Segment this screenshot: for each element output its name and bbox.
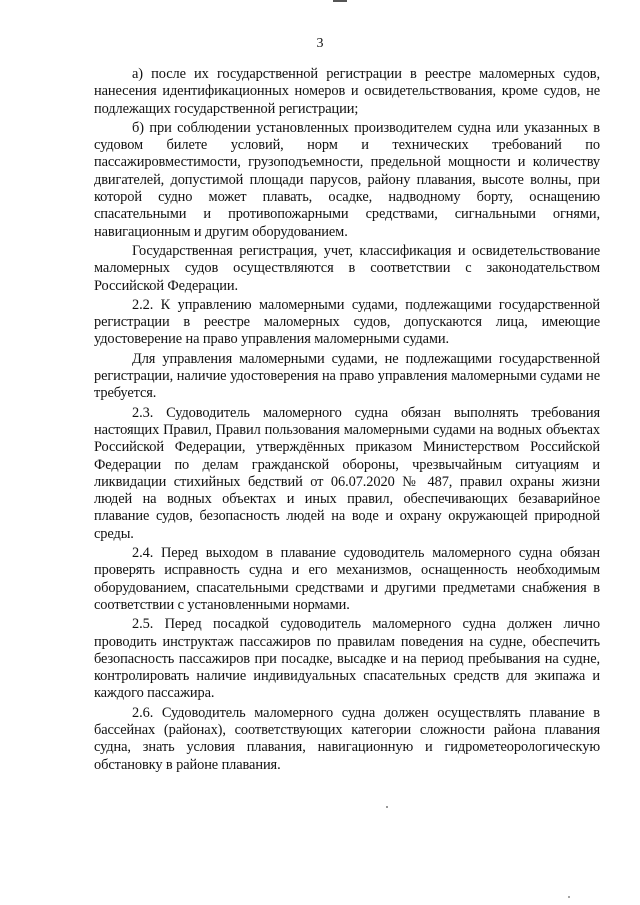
paragraph-a: а) после их государственной регистрации в реестре маломерных судов, нанесения идентификационных номеров и освидетельствования, кроме судов, не подлежащих государственной регистрации; — [94, 66, 600, 117]
paragraph-2-4: 2.4. Перед выходом в плавание судоводитель маломерного судна обязан проверять исправность судна и его механизмов, оснащенность необходимым оборудованием, спасательными средствами и другими предметами снабжения в соответствии с установленными нормами. — [94, 545, 600, 613]
paragraph-2-3: 2.3. Судоводитель маломерного судна обязан выполнять требования настоящих Правил, Правил пользования маломерными судами на водных объектах Российской Федерации, утверждённых приказом Министерством Российской Федерации по делам гражданской обороны, чрезвычайным ситуациям и ликвидации стихийных бедствий от 06.07.2020 № 487, правил охраны жизни людей на водных объектах и иных правил, обеспечивающих безаварийное плавание судов, безопасность людей на воде и охрану окружающей природной среды. — [94, 404, 600, 542]
scan-mark — [333, 0, 347, 2]
scan-speck — [568, 896, 570, 898]
paragraph-registration: Государственная регистрация, учет, классификация и освидетельствование маломерных судов осуществляются в соответствии с законодательством Российской Федерации. — [94, 242, 600, 294]
paragraph-b: б) при соблюдении установленных производителем судна или указанных в судовом билете условий, норм и технических требований по пассажировместимости, грузоподъемности, предельной мощности и количеству двигателей, допустимой площади парусов, району плавания, высоте волны, при которой судно может плавать, осадке, надводному борту, оснащению спасательными и противопожарными средствами, сигнальными огнями, навигационным и другим оборудованием. — [94, 119, 600, 240]
paragraph-unregistered: Для управления маломерными судами, не подлежащими государственной регистрации, наличие удостоверения на право управления маломерными судами не требуется. — [94, 350, 600, 402]
page-number: 3 — [316, 36, 324, 51]
scan-speck — [386, 806, 388, 808]
paragraph-2-6: 2.6. Судоводитель маломерного судна должен осуществлять плавание в бассейнах (районах), соответствующих категории сложности района плавания судна, знать условия плавания, навигационную и гидрометеорологическую обстановку в районе плавания. — [94, 704, 600, 773]
document-body — [94, 66, 600, 774]
paragraph-2-5: 2.5. Перед посадкой судоводитель маломерного судна должен лично проводить инструктаж пассажиров по правилам поведения на судне, обеспечить безопасность пассажиров при посадке, высадке и на период пребывания на судне, контролировать наличие индивидуальных спасательных средств для экипажа и каждого пассажира. — [94, 616, 600, 702]
paragraph-2-2: 2.2. К управлению маломерными судами, подлежащими государственной регистрации в реестре маломерных судов, допускаются лица, имеющие удостоверение на право управления маломерными судами. — [94, 296, 600, 348]
